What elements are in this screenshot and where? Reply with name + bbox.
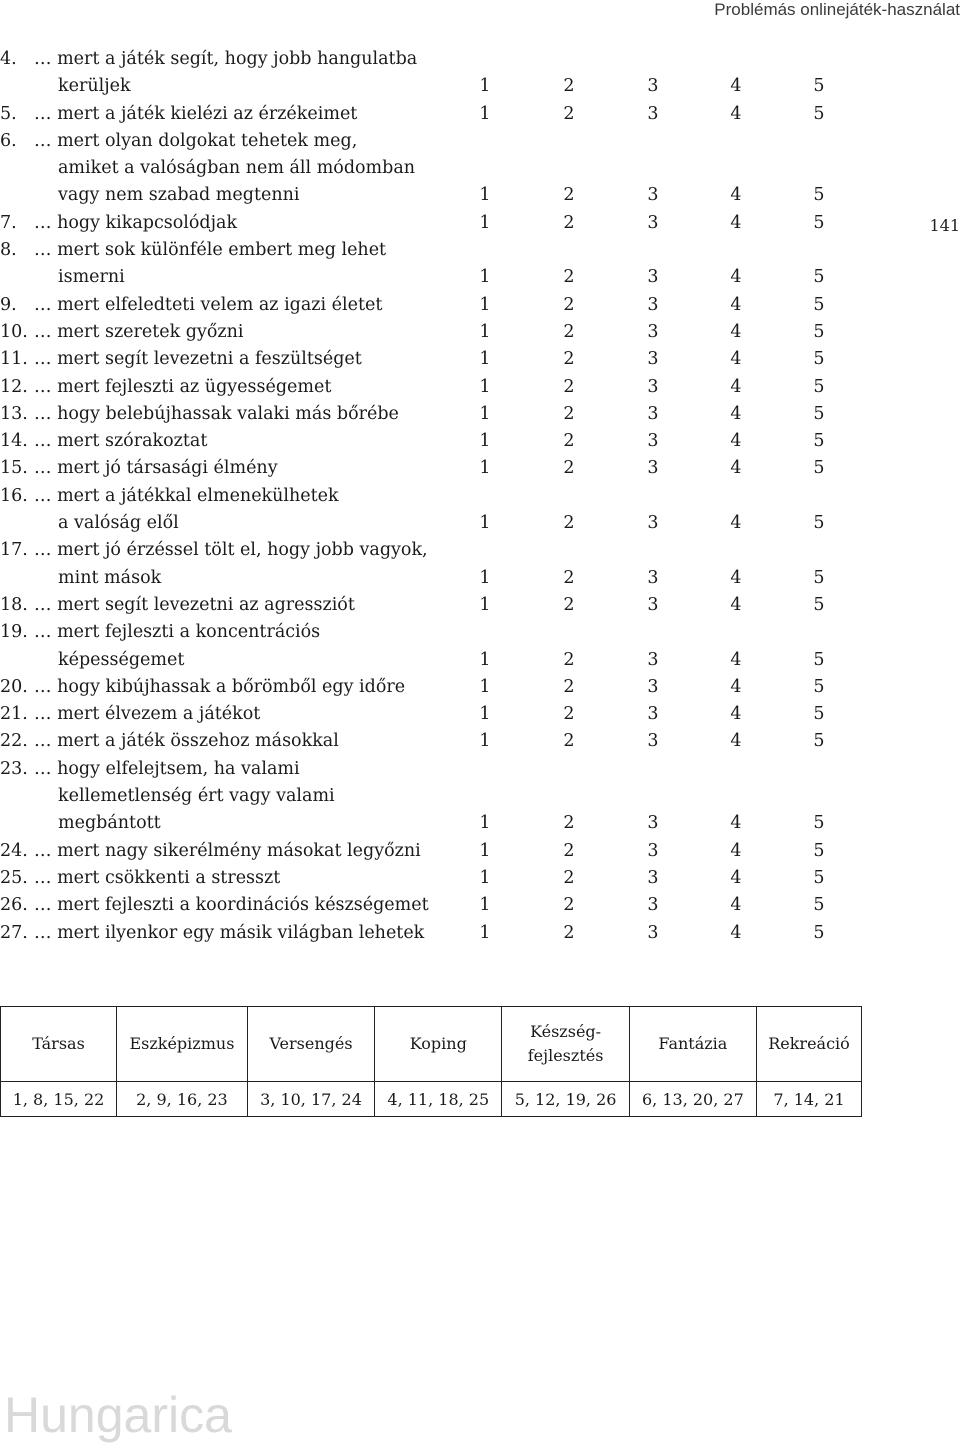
scale-option[interactable]: 1 (479, 212, 491, 233)
scale-option[interactable]: 2 (563, 567, 575, 588)
item-text: … mert elfeledteti velem az igazi életet (34, 294, 383, 315)
questionnaire-item (0, 374, 860, 401)
scale-option[interactable]: 3 (647, 403, 659, 424)
scale-option[interactable]: 3 (647, 840, 659, 861)
item-text: amiket a valóságban nem áll módomban (58, 158, 416, 179)
scale-option[interactable]: 1 (479, 649, 491, 670)
item-number: 20. (0, 676, 28, 697)
scale-option[interactable]: 2 (563, 731, 575, 752)
scale-option[interactable]: 4 (730, 676, 742, 697)
scale-option[interactable]: 5 (813, 376, 825, 397)
scale-option[interactable]: 2 (563, 704, 575, 725)
item-number: 11. (0, 349, 28, 370)
likert-scale (470, 810, 840, 837)
questionnaire-item (0, 674, 860, 701)
item-text: a valóság elől (58, 513, 179, 534)
item-text: … mert a játékkal elmenekülhetek (34, 485, 339, 506)
item-text: … mert fejleszti a koncentrációs (34, 622, 321, 643)
scale-items-cell: 7, 14, 21 (757, 1082, 862, 1117)
scale-header-cell: Fantázia (629, 1007, 756, 1082)
likert-scale (470, 565, 840, 592)
scale-option[interactable]: 4 (730, 867, 742, 888)
item-line (0, 892, 860, 919)
questionnaire-items (0, 46, 860, 947)
scale-option[interactable]: 5 (813, 731, 825, 752)
item-number: 26. (0, 895, 28, 916)
scale-option[interactable]: 4 (730, 349, 742, 370)
scale-option[interactable]: 3 (647, 458, 659, 479)
item-line (0, 483, 860, 510)
page-number: 141 (929, 216, 960, 235)
likert-scale (470, 210, 840, 237)
item-text: … mert szeretek győzni (34, 321, 244, 342)
questionnaire-item (0, 292, 860, 319)
likert-scale (470, 319, 840, 346)
item-text: … mert csökkenti a stresszt (34, 867, 281, 888)
scale-option[interactable]: 2 (563, 813, 575, 834)
scale-option[interactable]: 4 (730, 704, 742, 725)
item-number: 19. (0, 622, 28, 643)
scale-header-cell: Eszképizmus (117, 1007, 248, 1082)
questionnaire-item (0, 455, 860, 482)
item-number: 23. (0, 758, 28, 779)
scale-header-cell: Koping (375, 1007, 502, 1082)
scale-option[interactable]: 2 (563, 594, 575, 615)
scale-option[interactable]: 3 (647, 76, 659, 97)
scale-option[interactable]: 3 (647, 321, 659, 342)
scale-option[interactable]: 3 (647, 895, 659, 916)
item-text: … mert fejleszti a koordinációs készségemet (34, 895, 429, 916)
item-line (0, 73, 860, 100)
scale-option[interactable]: 1 (479, 267, 491, 288)
scale-option[interactable]: 1 (479, 431, 491, 452)
scale-option[interactable]: 5 (813, 431, 825, 452)
item-line (0, 210, 860, 237)
item-line (0, 455, 860, 482)
likert-scale (470, 865, 840, 892)
scale-option[interactable]: 3 (647, 922, 659, 943)
item-line (0, 565, 860, 592)
scale-option[interactable]: 4 (730, 922, 742, 943)
scale-option[interactable]: 5 (813, 458, 825, 479)
item-line (0, 401, 860, 428)
scoring-key-table (0, 1006, 862, 1117)
scale-option[interactable]: 5 (813, 349, 825, 370)
item-number: 10. (0, 321, 28, 342)
scale-option[interactable]: 1 (479, 567, 491, 588)
scale-option[interactable]: 2 (563, 185, 575, 206)
item-line (0, 155, 860, 182)
likert-scale (470, 728, 840, 755)
item-line (0, 783, 860, 810)
item-text: … mert a játék összehoz másokkal (34, 731, 339, 752)
scale-option[interactable]: 4 (730, 567, 742, 588)
scale-option[interactable]: 3 (647, 103, 659, 124)
scale-option[interactable]: 5 (813, 185, 825, 206)
item-number: 8. (0, 240, 17, 261)
item-number: 25. (0, 867, 28, 888)
scale-option[interactable]: 2 (563, 212, 575, 233)
scale-option[interactable]: 5 (813, 567, 825, 588)
scale-option[interactable]: 2 (563, 294, 575, 315)
scale-option[interactable]: 4 (730, 513, 742, 534)
questionnaire-item (0, 101, 860, 128)
scale-option[interactable]: 2 (563, 376, 575, 397)
scale-items-cell: 3, 10, 17, 24 (247, 1082, 374, 1117)
scale-option[interactable]: 2 (563, 867, 575, 888)
item-line (0, 537, 860, 564)
scale-option[interactable]: 5 (813, 594, 825, 615)
likert-scale (470, 701, 840, 728)
scale-option[interactable]: 5 (813, 813, 825, 834)
scale-option[interactable]: 1 (479, 294, 491, 315)
scale-option[interactable]: 4 (730, 431, 742, 452)
scale-option[interactable]: 4 (730, 731, 742, 752)
scale-option[interactable]: 5 (813, 103, 825, 124)
likert-scale (470, 838, 840, 865)
item-text: … mert jó érzéssel tölt el, hogy jobb vagyok, (34, 540, 428, 561)
likert-scale (470, 455, 840, 482)
scale-option[interactable]: 3 (647, 212, 659, 233)
scale-option[interactable]: 3 (647, 267, 659, 288)
scale-option[interactable]: 2 (563, 840, 575, 861)
scale-header-cell: Rekreáció (757, 1007, 862, 1082)
scale-option[interactable]: 4 (730, 594, 742, 615)
item-line (0, 619, 860, 646)
scale-option[interactable]: 3 (647, 349, 659, 370)
likert-scale (470, 674, 840, 701)
scale-option[interactable]: 2 (563, 649, 575, 670)
scale-option[interactable]: 2 (563, 458, 575, 479)
likert-scale (470, 510, 840, 537)
item-line (0, 592, 860, 619)
scale-option[interactable]: 3 (647, 294, 659, 315)
item-text: … hogy kikapcsolódjak (34, 212, 238, 233)
item-text: … mert ilyenkor egy másik világban lehetek (34, 922, 425, 943)
item-text: … mert szórakoztat (34, 431, 208, 452)
questionnaire-item (0, 401, 860, 428)
scale-option[interactable]: 1 (479, 895, 491, 916)
item-line (0, 756, 860, 783)
scale-option[interactable]: 1 (479, 594, 491, 615)
scale-option[interactable]: 4 (730, 212, 742, 233)
scale-header-cell: Készség- fejlesztés (502, 1007, 629, 1082)
scale-option[interactable]: 5 (813, 649, 825, 670)
item-text: megbántott (58, 813, 161, 834)
scale-option[interactable]: 3 (647, 649, 659, 670)
item-line (0, 865, 860, 892)
item-line (0, 647, 860, 674)
scale-option[interactable]: 2 (563, 895, 575, 916)
scale-option[interactable]: 1 (479, 349, 491, 370)
questionnaire-item (0, 237, 860, 292)
item-line (0, 674, 860, 701)
questionnaire-item (0, 537, 860, 592)
likert-scale (470, 892, 840, 919)
item-text: mint mások (58, 567, 162, 588)
scale-option[interactable]: 4 (730, 76, 742, 97)
item-line (0, 46, 860, 73)
item-line (0, 128, 860, 155)
scale-option[interactable]: 5 (813, 321, 825, 342)
scale-items-cell: 4, 11, 18, 25 (375, 1082, 502, 1117)
scoring-key-header-row (1, 1007, 862, 1082)
scale-items-cell: 2, 9, 16, 23 (117, 1082, 248, 1117)
item-text: … mert jó társasági élmény (34, 458, 278, 479)
questionnaire-item (0, 346, 860, 373)
likert-scale (470, 920, 840, 947)
scale-option[interactable]: 3 (647, 676, 659, 697)
item-text: … mert segít levezetni a feszültséget (34, 349, 362, 370)
scoring-key-values-row (1, 1082, 862, 1117)
scale-option[interactable]: 1 (479, 376, 491, 397)
item-number: 18. (0, 594, 28, 615)
item-number: 24. (0, 840, 28, 861)
questionnaire-item (0, 728, 860, 755)
scale-option[interactable]: 2 (563, 349, 575, 370)
scale-option[interactable]: 1 (479, 458, 491, 479)
likert-scale (470, 182, 840, 209)
likert-scale (470, 401, 840, 428)
scale-option[interactable]: 4 (730, 185, 742, 206)
item-number: 22. (0, 731, 28, 752)
item-line (0, 428, 860, 455)
scale-items-cell: 1, 8, 15, 22 (1, 1082, 117, 1117)
scale-option[interactable]: 1 (479, 731, 491, 752)
questionnaire-item (0, 428, 860, 455)
scale-option[interactable]: 4 (730, 403, 742, 424)
item-text: … mert segít levezetni az agressziót (34, 594, 355, 615)
scale-option[interactable]: 3 (647, 594, 659, 615)
item-number: 27. (0, 922, 28, 943)
item-text: … mert olyan dolgokat tehetek meg, (34, 130, 358, 151)
questionnaire-item (0, 128, 860, 210)
likert-scale (470, 101, 840, 128)
questionnaire-item (0, 483, 860, 538)
scale-option[interactable]: 3 (647, 376, 659, 397)
scale-option[interactable]: 2 (563, 513, 575, 534)
scale-option[interactable]: 4 (730, 649, 742, 670)
item-line (0, 346, 860, 373)
scale-option[interactable]: 3 (647, 813, 659, 834)
item-line (0, 182, 860, 209)
item-text: képességemet (58, 649, 185, 670)
scale-option[interactable]: 1 (479, 321, 491, 342)
scale-option[interactable]: 3 (647, 704, 659, 725)
scale-option[interactable]: 5 (813, 676, 825, 697)
scale-items-cell: 5, 12, 19, 26 (502, 1082, 629, 1117)
item-number: 21. (0, 704, 28, 725)
scale-option[interactable]: 4 (730, 294, 742, 315)
scale-option[interactable]: 2 (563, 321, 575, 342)
scale-option[interactable]: 4 (730, 458, 742, 479)
item-text: … mert a játék segít, hogy jobb hangulatba (34, 49, 418, 69)
item-line (0, 374, 860, 401)
scale-option[interactable]: 4 (730, 840, 742, 861)
scale-option[interactable]: 4 (730, 376, 742, 397)
scale-option[interactable]: 2 (563, 676, 575, 697)
scale-option[interactable]: 5 (813, 513, 825, 534)
scale-option[interactable]: 5 (813, 704, 825, 725)
item-line (0, 728, 860, 755)
item-number: 15. (0, 458, 28, 479)
scale-option[interactable]: 5 (813, 267, 825, 288)
scale-option[interactable]: 4 (730, 267, 742, 288)
scale-option[interactable]: 5 (813, 867, 825, 888)
likert-scale (470, 428, 840, 455)
scale-option[interactable]: 1 (479, 704, 491, 725)
item-line (0, 292, 860, 319)
scale-option[interactable]: 1 (479, 403, 491, 424)
scale-option[interactable]: 3 (647, 513, 659, 534)
scale-option[interactable]: 4 (730, 813, 742, 834)
questionnaire-item (0, 701, 860, 728)
scale-option[interactable]: 2 (563, 267, 575, 288)
item-line (0, 701, 860, 728)
scale-header-cell: Versengés (247, 1007, 374, 1082)
item-number: 12. (0, 376, 28, 397)
scale-option[interactable]: 2 (563, 922, 575, 943)
scale-items-cell: 6, 13, 20, 27 (629, 1082, 756, 1117)
item-text: … mert a játék kielézi az érzékeimet (34, 103, 358, 124)
likert-scale (470, 292, 840, 319)
watermark-logo: Hungarica (4, 1387, 232, 1443)
scale-option[interactable]: 3 (647, 185, 659, 206)
item-line (0, 838, 860, 865)
item-text: … hogy kibújhassak a bőrömből egy időre (34, 676, 406, 697)
scale-option[interactable]: 4 (730, 321, 742, 342)
scale-option[interactable]: 1 (479, 185, 491, 206)
likert-scale (470, 73, 840, 100)
questionnaire-item (0, 319, 860, 346)
likert-scale (470, 592, 840, 619)
item-number: 5. (0, 103, 17, 124)
scale-option[interactable]: 2 (563, 76, 575, 97)
scale-option[interactable]: 5 (813, 403, 825, 424)
likert-scale (470, 647, 840, 674)
scale-option[interactable]: 1 (479, 922, 491, 943)
questionnaire-item (0, 865, 860, 892)
item-line (0, 920, 860, 947)
scale-option[interactable]: 5 (813, 922, 825, 943)
scale-option[interactable]: 5 (813, 212, 825, 233)
scale-option[interactable]: 3 (647, 567, 659, 588)
item-text: kellemetlenség ért vagy valami (58, 786, 335, 807)
scale-option[interactable]: 5 (813, 294, 825, 315)
item-line (0, 237, 860, 264)
scale-option[interactable]: 1 (479, 676, 491, 697)
scale-option[interactable]: 2 (563, 103, 575, 124)
scale-option[interactable]: 2 (563, 431, 575, 452)
scale-option[interactable]: 1 (479, 813, 491, 834)
item-text: … mert fejleszti az ügyességemet (34, 376, 332, 397)
item-number: 4. (0, 49, 17, 69)
item-number: 7. (0, 212, 17, 233)
item-text: … hogy elfelejtsem, ha valami (34, 758, 300, 779)
item-text: vagy nem szabad megtenni (58, 185, 300, 206)
item-number: 17. (0, 540, 28, 561)
scale-option[interactable]: 1 (479, 76, 491, 97)
item-text: … mert sok különféle embert meg lehet (34, 240, 387, 261)
likert-scale (470, 346, 840, 373)
item-text: ismerni (58, 267, 125, 288)
item-number: 13. (0, 403, 28, 424)
scale-option[interactable]: 2 (563, 403, 575, 424)
item-line (0, 810, 860, 837)
questionnaire-item (0, 210, 860, 237)
scale-option[interactable]: 4 (730, 103, 742, 124)
item-number: 9. (0, 294, 17, 315)
questionnaire-item (0, 756, 860, 838)
questionnaire-item (0, 892, 860, 919)
questionnaire-item (0, 46, 860, 101)
scale-option[interactable]: 5 (813, 840, 825, 861)
item-text: … hogy belebújhassak valaki más bőrébe (34, 403, 399, 424)
item-line (0, 510, 860, 537)
questionnaire-item (0, 619, 860, 674)
scale-option[interactable]: 1 (479, 103, 491, 124)
item-text: … mert élvezem a játékot (34, 704, 261, 725)
item-line (0, 319, 860, 346)
questionnaire-item (0, 592, 860, 619)
item-text: … mert nagy sikerélmény másokat legyőzni (34, 840, 421, 861)
scale-option[interactable]: 3 (647, 731, 659, 752)
scale-option[interactable]: 3 (647, 431, 659, 452)
item-number: 6. (0, 130, 17, 151)
running-head: Problémás onlinejáték-használat (714, 0, 960, 19)
scale-header-cell: Társas (1, 1007, 117, 1082)
scale-option[interactable]: 3 (647, 867, 659, 888)
scale-option[interactable]: 4 (730, 895, 742, 916)
item-number: 14. (0, 431, 28, 452)
scale-option[interactable]: 5 (813, 76, 825, 97)
likert-scale (470, 264, 840, 291)
scale-option[interactable]: 1 (479, 513, 491, 534)
item-line (0, 264, 860, 291)
scale-option[interactable]: 5 (813, 895, 825, 916)
item-text: kerüljek (58, 76, 131, 97)
scale-option[interactable]: 1 (479, 840, 491, 861)
item-line (0, 101, 860, 128)
item-number: 16. (0, 485, 28, 506)
questionnaire-item (0, 838, 860, 865)
scale-option[interactable]: 1 (479, 867, 491, 888)
likert-scale (470, 374, 840, 401)
questionnaire-item (0, 920, 860, 947)
